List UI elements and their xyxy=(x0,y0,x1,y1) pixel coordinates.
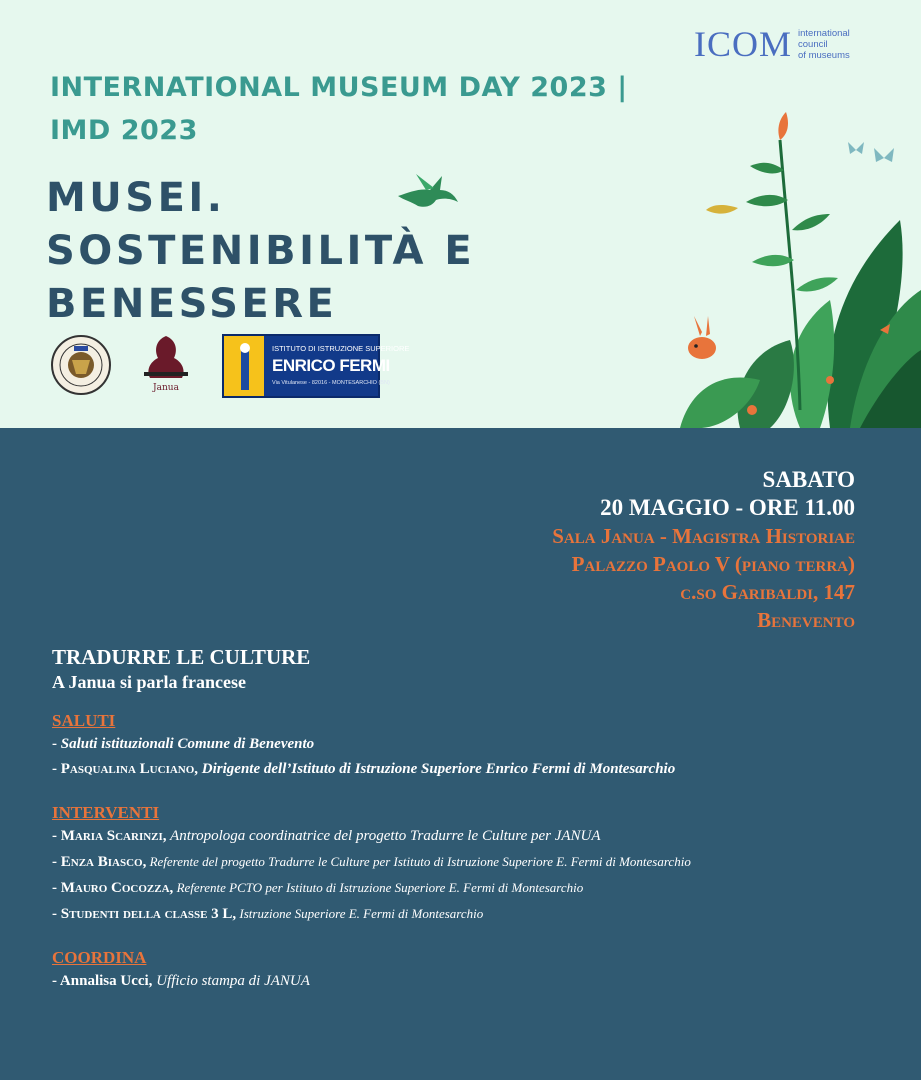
item-prefix: - xyxy=(52,973,60,989)
item-desc: Istruzione Superiore E. Fermi di Montesarchio xyxy=(236,906,484,921)
icom-logo xyxy=(694,26,850,62)
item-desc: Referente del progetto Tradurre le Culture per Istituto di Istruzione Superiore E. Fermi di Montesarchio xyxy=(146,854,691,869)
list-item xyxy=(52,757,872,782)
fermi-logo-line3: Via Vitulanese - 82016 - MONTESARCHIO (BN) xyxy=(272,380,390,386)
fermi-logo-line2: ENRICO FERMI xyxy=(272,356,390,375)
item-name: Maria Scarinzi, xyxy=(60,828,167,844)
main-title-line: MUSEI. xyxy=(46,175,226,221)
icom-logo-word: ICOM xyxy=(694,24,793,64)
program-subtitle: A Janua si parla francese xyxy=(52,672,247,692)
icom-caption-line: of museums xyxy=(798,49,850,61)
item-desc: Ufficio stampa di JANUA xyxy=(152,973,310,989)
program xyxy=(52,644,872,994)
event-date-time: 20 MAGGIO - ORE 11.00 xyxy=(600,495,855,520)
imd-title-line: IMD 2023 xyxy=(50,115,198,146)
icom-caption-line: international xyxy=(798,27,850,39)
enrico-fermi-logo xyxy=(222,334,410,398)
item-desc: Dirigente dell’Istituto di Istruzione Superiore Enrico Fermi di Montesarchio xyxy=(198,761,676,777)
main-title-line: SOSTENIBILITÀ E xyxy=(46,228,476,274)
item-prefix: - xyxy=(52,828,61,844)
event-address: c.so Garibaldi, 147 xyxy=(680,580,855,604)
icom-logo-caption xyxy=(798,28,850,61)
section-heading-saluti: SALUTI xyxy=(52,711,116,730)
item-name: Pasqualina Luciano, xyxy=(60,761,199,777)
item-desc: Referente PCTO per Istituto di Istruzione Superiore E. Fermi di Montesarchio xyxy=(173,880,584,895)
item-name: Mauro Cocozza, xyxy=(60,880,174,896)
section-heading-coordina: COORDINA xyxy=(52,948,147,967)
item-prefix: - xyxy=(52,761,61,777)
item-name: Enza Biasco, xyxy=(60,854,147,870)
item-desc: Antropologa coordinatrice del progetto Tradurre le Culture per JANUA xyxy=(166,828,601,844)
section-heading-interventi: INTERVENTI xyxy=(52,803,160,822)
item-prefix: - xyxy=(52,880,61,896)
icom-caption-line: council xyxy=(798,38,828,50)
event-venue: Sala Janua - Magistra Historiae xyxy=(552,524,855,548)
list-item xyxy=(52,875,872,901)
item-name: Studenti della classe 3 L, xyxy=(60,906,237,922)
item-name: Annalisa Ucci, xyxy=(59,973,153,989)
list-item xyxy=(52,901,872,927)
fermi-logo-line1: ISTITUTO DI ISTRUZIONE SUPERIORE xyxy=(272,344,410,353)
janua-logo xyxy=(136,332,196,398)
imd-title xyxy=(50,66,670,152)
item-prefix: - xyxy=(52,906,61,922)
seal-logo xyxy=(50,334,112,396)
event-city: Benevento xyxy=(757,608,855,632)
list-item xyxy=(52,732,872,757)
item-prefix: - xyxy=(52,736,61,752)
item-desc: Saluti istituzionali Comune di Benevento xyxy=(60,736,315,752)
tower-icon xyxy=(232,342,258,392)
plants-illustration xyxy=(680,110,921,428)
list-item xyxy=(52,849,872,875)
imd-title-line: INTERNATIONAL MUSEUM DAY 2023 | xyxy=(50,72,628,103)
list-item xyxy=(52,969,872,994)
item-prefix: - xyxy=(52,854,61,870)
event-info xyxy=(552,466,855,634)
list-item xyxy=(52,824,872,849)
event-day: SABATO xyxy=(762,467,855,492)
program-title: TRADURRE LE CULTURE xyxy=(52,645,311,669)
event-building: Palazzo Paolo V (piano terra) xyxy=(571,552,855,576)
main-title-line: BENESSERE xyxy=(46,281,338,327)
janua-logo-label: Janua xyxy=(153,383,179,393)
bird-icon xyxy=(396,168,460,214)
